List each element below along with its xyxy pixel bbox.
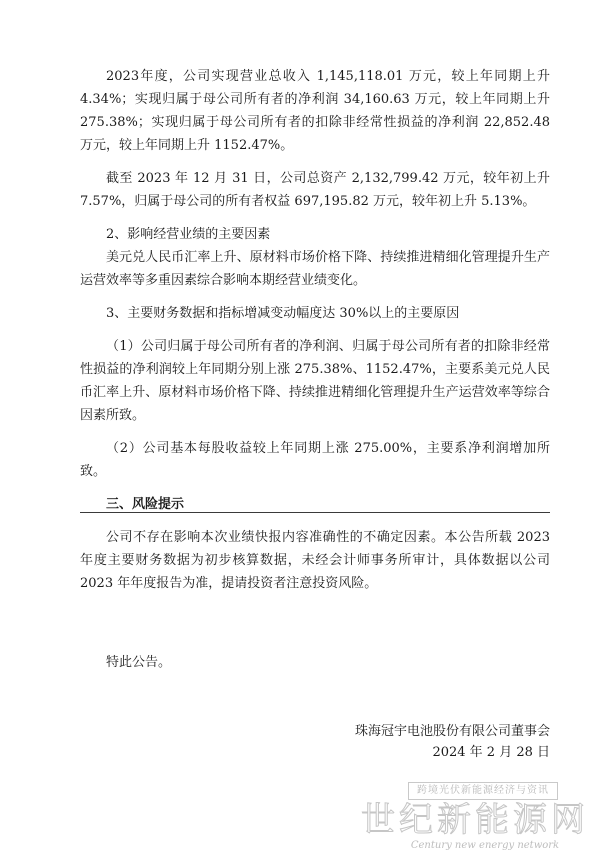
section-divider: [80, 512, 550, 513]
watermark-tagline: 跨境光伏新能源经济与资讯: [408, 782, 558, 800]
signature-date: 2024 年 2 月 28 日: [432, 745, 550, 760]
paragraph-risk: 公司不存在影响本次业绩快报内容准确性的不确定因素。本公告所载 2023 年度主要财务数据为初步核算数据，未经会计师事务所审计，具体数据以公司 2023 年年度报告为准，提请投资者注意投资风险。: [80, 530, 550, 591]
section-risk-heading: 三、风险提示: [106, 497, 185, 512]
document-body: [80, 65, 550, 595]
paragraph-assets: 截至 2023 年 12 月 31 日，公司总资产 2,132,799.42 万元，较年初上升 7.57%，归属于母公司的所有者权益 697,195.82 万元，较年初上升 5.13%。: [80, 171, 550, 209]
watermark-logo-text: 世纪新能源网: [361, 802, 589, 838]
paragraph-revenue: 2023年度，公司实现营业总收入 1,145,118.01 万元，较上年同期上升 4.34%；实现归属于母公司所有者的净利润 34,160.63 万元，较上年同期上升 275.38%；实现归属于母公司所有者的扣除非经常性损益的净利润 22,852.48 万元，较上年同期上升 1152.47%。: [80, 69, 550, 153]
heading-reasons: 3、主要财务数据和指标增减变动幅度达 30%以上的主要原因: [106, 306, 460, 321]
signature-company: 珠海冠宇电池股份有限公司董事会: [354, 724, 550, 739]
paragraph-factors: 美元兑人民币汇率上升、原材料市场价格下降、持续推进精细化管理提升生产运营效率等多重因素综合影响本期经营业绩变化。: [80, 250, 550, 288]
paragraph-reason-2: （2）公司基本每股收益较上年同期上涨 275.00%，主要系净利润增加所致。: [80, 441, 550, 479]
heading-factors: 2、影响经营业绩的主要因素: [106, 227, 271, 242]
watermark-subtitle: Century new energy network: [410, 840, 560, 851]
closing-text: 特此公告。: [106, 655, 172, 670]
paragraph-reason-1: （1）公司归属于母公司所有者的净利润、归属于母公司所有者的扣除非经常性损益的净利润较上年同期分别上涨 275.38%、1152.47%，主要系美元兑人民币汇率上升、原材料市场价格下降、持续推进精细化管理提升生产运营效率等综合因素所致。: [80, 339, 550, 423]
watermark: [360, 778, 590, 858]
